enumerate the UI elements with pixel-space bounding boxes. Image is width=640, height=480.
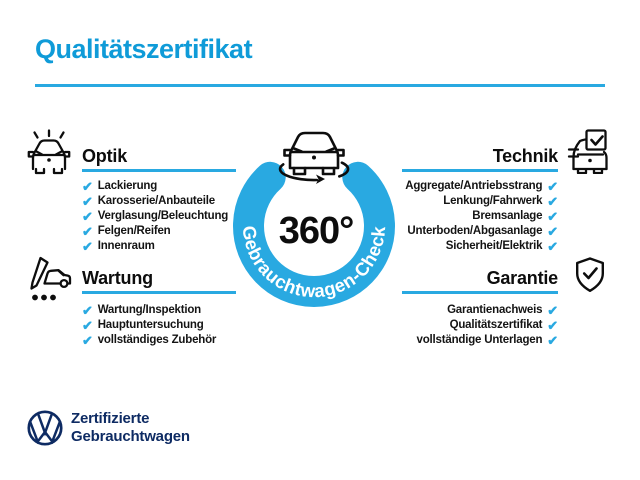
footer-claim-line1: Zertifizierte bbox=[71, 410, 150, 427]
item-label: Felgen/Reifen bbox=[97, 225, 171, 237]
section-rule bbox=[402, 169, 558, 172]
section-title: Technik bbox=[492, 146, 558, 166]
item-label: Lenkung/Fahrwerk bbox=[443, 195, 543, 207]
check-icon: ✔ bbox=[547, 238, 558, 254]
check-icon: ✔ bbox=[82, 208, 93, 224]
check-icon: ✔ bbox=[547, 223, 558, 239]
item-label: Wartung/Inspektion bbox=[97, 304, 202, 316]
section-title: Optik bbox=[82, 146, 128, 166]
check-icon: ✔ bbox=[547, 302, 558, 318]
check-icon: ✔ bbox=[547, 193, 558, 209]
check-icon: ✔ bbox=[82, 193, 93, 209]
item-label: Hauptuntersuchung bbox=[97, 319, 204, 331]
item-label: Lackierung bbox=[97, 180, 158, 192]
check-icon: ✔ bbox=[82, 238, 93, 254]
item-label: Garantienachweis bbox=[447, 304, 543, 316]
check-icon: ✔ bbox=[82, 332, 93, 348]
check-icon: ✔ bbox=[547, 178, 558, 194]
ring-label: Gebrauchtwagen-Check bbox=[238, 224, 390, 302]
check-icon: ✔ bbox=[82, 223, 93, 239]
degree-label: 360° bbox=[278, 210, 354, 252]
item-label: Unterboden/Abgasanlage bbox=[407, 225, 543, 237]
item-label: Verglasung/Beleuchtung bbox=[97, 210, 229, 222]
check-icon: ✔ bbox=[82, 317, 93, 333]
page-title: Qualitätszertifikat bbox=[35, 34, 253, 64]
item-label: Aggregate/Antriebsstrang bbox=[405, 180, 543, 192]
car-checkbox-icon bbox=[566, 128, 610, 174]
check-icon: ✔ bbox=[547, 317, 558, 333]
footer-claim-line2: Gebrauchtwagen bbox=[71, 428, 190, 445]
item-label: Innenraum bbox=[97, 240, 155, 252]
item-label: vollständiges Zubehör bbox=[97, 334, 217, 346]
check-icon: ✔ bbox=[547, 208, 558, 224]
vw-logo-icon bbox=[26, 409, 64, 447]
gebrauchtwagen-check-ring bbox=[204, 112, 424, 342]
service-pen-icon bbox=[25, 255, 73, 303]
item-label: Qualitätszertifikat bbox=[449, 319, 543, 331]
car-shine-icon bbox=[26, 129, 72, 175]
check-icon: ✔ bbox=[547, 332, 558, 348]
section-garantie bbox=[402, 268, 558, 348]
check-icon: ✔ bbox=[82, 178, 93, 194]
footer-claim bbox=[71, 410, 190, 446]
check-icon: ✔ bbox=[82, 302, 93, 318]
section-title: Garantie bbox=[486, 268, 558, 288]
car-rotation-icon bbox=[280, 133, 348, 184]
section-technik bbox=[402, 146, 558, 254]
shield-check-icon bbox=[574, 256, 606, 294]
item-label: Sicherheit/Elektrik bbox=[445, 240, 543, 252]
section-title: Wartung bbox=[82, 268, 153, 288]
item-label: Bremsanlage bbox=[472, 210, 543, 222]
item-label: vollständige Unterlagen bbox=[416, 334, 543, 346]
title-divider bbox=[35, 84, 605, 87]
item-label: Karosserie/Anbauteile bbox=[97, 195, 215, 207]
section-rule bbox=[402, 291, 558, 294]
